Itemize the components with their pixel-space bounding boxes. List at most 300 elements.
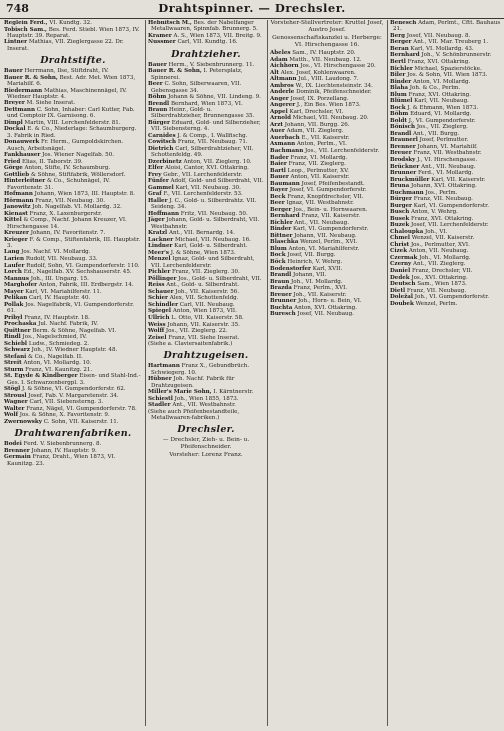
entry-name: Abeles <box>270 50 291 56</box>
entry-name: Buchmann <box>390 189 424 196</box>
directory-entry <box>4 334 142 340</box>
entry-details: J., VI. Gumpendorferstr. <box>408 117 476 124</box>
entry-name: Kratzl <box>148 230 168 237</box>
entry-details: Anton, VI. Mariahilferstr. <box>288 245 360 252</box>
entry-details: Johann, VI. Mariahilf. <box>417 143 478 150</box>
directory-entry <box>270 226 384 232</box>
directory-entry <box>270 279 384 285</box>
entry-name: Cowitsch <box>148 139 177 146</box>
directory-entry <box>390 242 501 248</box>
directory-entry <box>148 178 264 184</box>
entry-name: Baier <box>270 161 287 168</box>
entry-details: Anton, VII. Zieglerg. 10. <box>183 158 252 165</box>
entry-name: Brandl <box>270 272 292 279</box>
entry-details: Ignaz, Gold- und Silberdraht, VII. Lerchenfelderstr. <box>151 256 255 269</box>
entry-name: Bauer <box>148 61 167 68</box>
entry-name: Bodenstorfer <box>270 265 311 272</box>
directory-entry <box>270 187 384 193</box>
entry-name: Stögl <box>4 386 21 393</box>
directory-entry <box>4 159 142 165</box>
entry-name: Blum <box>390 91 407 98</box>
entry-details: I. Petersplatz, Spinnerei. <box>151 68 243 81</box>
directory-entry <box>390 39 501 45</box>
entry-name: Schiestl <box>148 395 173 402</box>
entry-name: St. Egyde & Kindberger <box>4 373 78 380</box>
directory-entry <box>148 243 264 249</box>
directory-entry <box>270 292 384 298</box>
entry-name: Donauwerk <box>4 139 40 146</box>
entry-details-extra: I. Wallfischg. <box>211 132 248 139</box>
entry-name: Böhm <box>390 111 409 118</box>
entry-details: Jos. & Sohn, VII. Wien 1873. <box>407 72 488 79</box>
entry-details: Karl, Gold- u. Silberdraht. <box>174 243 248 250</box>
entry-details: Ant., Gold- u. Silberdraht. <box>166 282 240 289</box>
entry-details: & Co., Nagelfab. II. <box>27 353 83 360</box>
entry-details: Ant., VII. Neubaug. <box>421 163 476 170</box>
directory-entry <box>4 302 142 315</box>
entry-details: Anton, XVI. Ottakring. <box>294 304 357 311</box>
directory-entry <box>270 63 384 69</box>
directory-entry <box>4 399 142 405</box>
directory-entry <box>4 126 142 139</box>
entry-details: Ignaz, VII. Westbahnstr. <box>286 200 354 207</box>
directory-entry <box>390 150 501 156</box>
directory-entry <box>148 376 264 389</box>
directory-entry <box>270 115 384 121</box>
entry-name: Ullrich <box>148 314 170 321</box>
directory-entry <box>390 301 501 307</box>
entry-name: Kramer <box>148 32 172 39</box>
column-4 <box>388 20 503 726</box>
entry-details: Josef, VII. Lerchenfelderstr. <box>411 222 489 229</box>
directory-entry <box>4 406 142 412</box>
entry-details: Heinrich, V. Wehrg. <box>287 259 343 265</box>
entry-details: Anton, Fabrik, III. Erdbergstr. 14. <box>38 282 134 289</box>
entry-details: Josef, VII. Neubaug. 8. <box>406 32 471 39</box>
directory-entry <box>4 100 142 106</box>
entry-details: J. & Comp., <box>177 132 210 139</box>
section-note: Genossenschaftskanzlei u. Herberge: VI. Hirschengasse 16. <box>272 35 382 48</box>
entry-details: Ant., VII. Zieglerg. <box>413 261 466 268</box>
directory-entry <box>390 131 501 137</box>
directory-entry <box>270 89 384 95</box>
entry-name: Lindner <box>148 243 173 250</box>
entry-details: Bes. der Nabelfanger Metallwaaren, Spinnfab. Brunnerg. 5. <box>151 20 258 33</box>
entry-name: Blümel <box>390 98 413 105</box>
entry-details: J. & Söhne, Wien 1873. <box>170 249 236 256</box>
directory-entry <box>390 203 501 209</box>
entry-name: Wolff <box>148 328 165 335</box>
directory-entry <box>390 124 501 130</box>
directory-entry <box>4 347 142 353</box>
directory-entry <box>148 217 264 230</box>
directory-entry <box>4 191 142 197</box>
entry-details: Karl, VI. Gumpendorferstr. <box>413 202 489 209</box>
entry-details: & Comp., Nachf. Johann Kreuzer, VI. Hirschengasse 14. <box>7 217 127 230</box>
entry-details: Ferd., VI. Mollardg. <box>417 170 474 177</box>
entry-name: Mayer <box>4 288 24 295</box>
entry-name: Angerer <box>270 102 296 109</box>
entry-details: Franz, X. Laxenburgerstr. <box>29 210 102 217</box>
entry-name: Dettmann <box>4 106 35 113</box>
entry-name: Dzerbinetz <box>148 158 182 165</box>
entry-details: Wenzel, VII. Kaiserstr. <box>411 235 475 242</box>
entry-details: Joh. & Co., Perlm. <box>409 85 461 92</box>
entry-details: Franz, VII. Westbahnstr. <box>413 150 482 157</box>
entry-name: Auer <box>270 128 285 135</box>
entry-name: Böck <box>270 259 286 265</box>
directory-entry <box>148 335 264 341</box>
entry-details: Eisen- und Stahl-Ind.-Ges. I. Schwarzenbergpl. 3. <box>7 373 141 386</box>
entry-details: C. Sohn, VII. Kaiserstr. 11. <box>43 418 119 425</box>
entry-details: Johann, VII. Neubaug. <box>294 232 357 239</box>
entry-details: Jos., Gold- u. Silberdraht, VII. <box>178 275 262 282</box>
entry-details: Joh. Nachf. Fabrik für Drahtzugeisen. <box>151 376 235 389</box>
directory-entry <box>4 139 142 152</box>
entry-details: Johann, Wien 1873, III. Hauptstr. 8. <box>34 191 135 198</box>
entry-details: Karl, VII. Kaiserstr. <box>431 176 486 183</box>
directory-entry <box>148 185 264 191</box>
directory-entry <box>4 165 142 171</box>
directory-entry <box>4 269 142 275</box>
entry-name: Bodei <box>4 441 22 448</box>
entry-name: Brandl <box>390 130 412 137</box>
entry-name: Busek <box>390 215 410 222</box>
entry-details: Joh., VII. Kaiserstr. <box>293 291 347 298</box>
entry-name: Brazda <box>270 285 292 292</box>
entry-name: Reglein Ferd., <box>4 20 48 26</box>
entry-details: Jos., VII. Zieglerg. 22. <box>165 328 228 335</box>
directory-entry <box>270 50 384 56</box>
entry-name: Dockal <box>4 126 26 133</box>
entry-details: Sam., IV. Hauptstr. 20. <box>292 50 356 56</box>
directory-entry <box>270 161 384 167</box>
directory-entry <box>270 96 384 102</box>
entry-name: Pichler <box>148 269 171 276</box>
directory-entry <box>148 230 264 236</box>
entry-details: M. Siehe Inserat. <box>26 100 76 107</box>
entry-details: Franz, Knopfdrechsler, VII. <box>287 193 364 200</box>
column-3 <box>268 20 386 726</box>
entry-details: Herrmann, Ilse, Stiftdraht, IV. <box>24 68 109 75</box>
directory-entry <box>4 256 142 262</box>
entry-details: Johann, IV. Favoritenstr. 7. <box>30 230 106 237</box>
entry-name: Binder <box>270 226 292 233</box>
entry-name: Dedek <box>390 274 410 281</box>
directory-entry <box>390 79 501 85</box>
entry-details: Fr. Herm., Gumpoldskirchen. Ausch, Arbeitsnägel. <box>7 139 124 152</box>
entry-name: Berger <box>270 206 292 213</box>
directory-entry <box>4 441 142 447</box>
entry-details: Jos., Perlm. <box>425 189 458 196</box>
entry-name: Brendl <box>148 100 170 107</box>
directory-entry <box>390 235 501 241</box>
directory-entry <box>390 164 501 170</box>
entry-details: Johann, VII. Kaiserstr. 35. <box>167 321 240 328</box>
entry-details: Franz, VII. Neubaug. <box>413 196 473 203</box>
directory-entry <box>148 341 264 347</box>
directory-entry <box>390 281 501 287</box>
entry-name: Hebnitsch M., <box>148 20 192 26</box>
directory-entry <box>4 295 142 301</box>
directory-entry <box>148 101 264 107</box>
entry-name: Gottlieb <box>4 171 30 178</box>
entry-details: Joh., VI. Gumpendorferstr. <box>414 294 489 301</box>
directory-entry <box>390 137 501 143</box>
entry-details: Michael, VII. Neubaug. 20. <box>292 115 369 122</box>
directory-entry <box>148 120 264 133</box>
entry-details: Karl, XVII. <box>312 265 343 272</box>
directory-entry <box>270 272 384 278</box>
page-header <box>0 0 504 19</box>
directory-entry <box>148 107 264 120</box>
directory-entry <box>4 211 142 217</box>
entry-details: Jos., Nagelschmied, IV. <box>22 334 87 341</box>
entry-details: Franz, VII. Zieglerg. <box>288 161 346 168</box>
entry-details: Ed., Nagelfab. XV. Sechshauserstr. 45. <box>23 269 132 276</box>
entry-details: Anton, VI. Mollardg. 10. <box>23 360 92 367</box>
entry-details: Anton, Perlm., VI. <box>296 141 347 148</box>
entry-details: Ant., VII. Mar. Treuberg 1. <box>413 39 489 46</box>
directory-entry <box>4 448 142 454</box>
entry-details: Joh., III. Ungarg. 15. <box>30 275 89 282</box>
section-note: Vorsteher-Stellvertreter: Kruttel Josef, Austro Josef. <box>270 20 384 33</box>
entry-details: Gebr., VII. Lerchenfelderstr. <box>163 171 243 178</box>
entry-details: Aloisi, Cantor, XVI. Ottakring. <box>164 165 249 172</box>
entry-name: Krieger <box>4 236 28 243</box>
entry-details: Joh., Wien 1855, 1873. <box>174 395 239 402</box>
entry-name: Benesch <box>390 20 417 26</box>
directory-entry <box>4 120 142 126</box>
entry-name: Czermak <box>390 254 418 261</box>
entry-name: Laufer <box>4 262 25 269</box>
directory-entry <box>270 122 384 128</box>
entry-name: Brunner <box>270 298 297 305</box>
directory-entry <box>390 85 501 91</box>
entry-name: Nussmer <box>148 39 176 46</box>
directory-entry <box>4 230 142 236</box>
directory-entry <box>4 454 142 467</box>
directory-entry <box>148 94 264 100</box>
directory-entry <box>148 363 264 376</box>
entry-name: Böhm <box>148 94 167 101</box>
entry-name: Busch <box>390 209 410 216</box>
directory-entry <box>148 68 264 81</box>
directory-entry <box>4 360 142 366</box>
entry-details: Franz, VII. Neubaug. 30. <box>35 197 105 204</box>
entry-name: Wolf <box>4 412 18 419</box>
entry-name: Pribyl <box>4 314 23 321</box>
directory-entry <box>390 46 501 52</box>
directory-entry <box>390 98 501 104</box>
entry-name: Altmann <box>270 76 297 83</box>
entry-details: Joh., IV. Wiedner Hauptstr. 48. <box>31 347 118 354</box>
entry-details: Wenzel, Perlm., XVI. <box>300 239 358 246</box>
entry-details: Franz, VII. Siehe Inserat. <box>168 334 240 341</box>
entry-name: Streit <box>4 360 22 367</box>
entry-details: Karl, VI. Gumpendorferstr. <box>292 226 369 233</box>
entry-name: Breuer <box>270 291 292 298</box>
directory-entry <box>270 128 384 134</box>
entry-details: Eduard, VI. Mollardg. <box>410 111 472 118</box>
entry-name: Braun <box>270 278 290 285</box>
entry-name: Weiss <box>148 321 166 328</box>
directory-entry <box>390 52 501 58</box>
entry-details: Josef, Fab. V. Margaretenstr. 34. <box>28 392 119 399</box>
directory-entry <box>390 183 501 189</box>
entry-details: Jos. & Söhne, X. Favoritenstr. 9. <box>19 412 110 419</box>
directory-entry <box>390 261 501 267</box>
entry-name: Zeisel <box>148 334 167 341</box>
entry-details: Karl, Drechsler, VI. <box>289 108 344 115</box>
entry-name: Pollak <box>4 301 24 308</box>
entry-name: Tobisch Sam., <box>4 26 47 33</box>
entry-name: Bauer R. & Sohn, <box>4 74 58 81</box>
entry-details: Elias, II. Taborstr. 39. <box>22 158 83 165</box>
directory-entry <box>270 70 384 76</box>
entry-details: Jos. Nagelfabrik, VI. Gumpendorferstr. 61. <box>7 301 134 315</box>
directory-entry <box>270 207 384 213</box>
directory-entry <box>390 33 501 39</box>
entry-details: Fritz, VII. Neubaug. 50. <box>180 210 248 217</box>
entry-name: Bernhard <box>270 213 300 220</box>
directory-entry <box>270 252 384 258</box>
entry-details: F., VII. Lerchenfelderstr. 53. <box>163 191 243 198</box>
entry-name: Adam <box>270 56 288 63</box>
entry-name: Breyer <box>4 100 25 107</box>
entry-name: Bittner <box>270 232 293 239</box>
entry-details-extra: Stiftenfabrik, III. Hauptstr. 3. <box>7 236 141 249</box>
entry-details: Franz, VI. Kaunitzg. 21. <box>25 366 93 373</box>
entry-details: Franz, Drechsler, VII. <box>411 268 473 274</box>
entry-details: & Söhne, Stiftfabrik, Wöllersdorf. <box>30 171 126 178</box>
directory-entry <box>270 57 384 63</box>
entry-name: Marghofer <box>4 282 38 289</box>
entry-details: Matth., VII. Neubaug. 12. <box>289 56 362 63</box>
entry-name: Boldt <box>390 117 407 124</box>
entry-name: Bruna <box>390 183 410 190</box>
entry-details: Carl, IV. Hauptstr. 40. <box>29 295 91 302</box>
entry-name: Schier <box>148 295 168 302</box>
column-2 <box>146 20 266 726</box>
entry-name: Larien <box>4 256 25 262</box>
entry-details: VI. Kundtg. 32. <box>49 20 92 26</box>
entry-name: Bertl <box>390 59 406 65</box>
directory-entry <box>4 263 142 269</box>
entry-name: Bock <box>270 252 286 259</box>
entry-name: Burger <box>390 202 412 209</box>
entry-name: Braun <box>148 107 168 114</box>
entry-details: F. & Comp., <box>29 236 63 243</box>
entry-name: Deutsch <box>390 281 416 288</box>
directory-entry <box>390 72 501 78</box>
entry-name: Lintner <box>4 39 28 46</box>
directory-entry <box>148 198 264 211</box>
directory-entry <box>390 255 501 261</box>
entry-details: J. & Ehmann, Wien 1873. <box>407 104 479 111</box>
entry-name: Biler <box>390 72 406 79</box>
directory-entry <box>4 75 142 88</box>
entry-name: Buzek <box>390 222 410 229</box>
directory-entry <box>148 81 264 94</box>
entry-name: Biedermann <box>4 87 43 94</box>
entry-name: Frey <box>148 171 162 178</box>
entry-details: Michael, Spazierstöcke. <box>414 65 482 72</box>
entry-name: Lackner <box>148 236 174 243</box>
entry-details: Karl, VI. Mariahilferstr. 11. <box>25 288 102 295</box>
entry-name: Binder <box>390 78 412 85</box>
directory-entry <box>390 248 501 254</box>
directory-entry <box>4 237 142 250</box>
directory-entry <box>148 302 264 308</box>
entry-details: E., VII. Kaiserstr. <box>301 134 350 141</box>
entry-details: Anton, Wien 1873, VII. <box>172 308 237 315</box>
entry-name: Pöllinger <box>148 275 177 282</box>
entry-details: Joh., VI. <box>424 228 448 235</box>
entry-name: Daniel <box>390 268 411 274</box>
directory-entry <box>4 321 142 327</box>
directory-entry <box>270 181 384 187</box>
directory-entry <box>148 256 264 269</box>
entry-details: Adam, Perlmt., Cftt. Bauhaus 21. <box>393 20 501 33</box>
directory-entry <box>148 250 264 256</box>
entry-name: Carnides <box>148 132 176 139</box>
directory-entry <box>270 246 384 252</box>
entry-details: Anton, Stifte, IV. Schaumburg. <box>24 165 111 172</box>
entry-name: Schauer <box>148 288 174 295</box>
entry-name: Fried <box>4 158 21 165</box>
directory-entry <box>270 109 384 115</box>
directory-entry <box>4 20 142 26</box>
entry-details: Joh., VI. Mollardg. <box>419 254 471 261</box>
entry-details: Johann, IV. Hauptstr. 9. <box>31 447 97 454</box>
entry-name: Bartl <box>270 167 286 174</box>
directory-entry <box>270 285 384 291</box>
entry-name: Hoffmann <box>148 210 180 217</box>
entry-details: Herm., V. Siebenbrunnerg. 11. <box>168 61 255 68</box>
entry-details: Wenzel, Perlm. <box>415 300 458 307</box>
directory-entry <box>4 419 142 425</box>
entry-name: Bader <box>270 154 289 161</box>
entry-name: Cizek <box>390 248 408 255</box>
directory-entry <box>390 177 501 183</box>
directory-entry <box>390 196 501 202</box>
entry-name: Bönisch <box>390 124 416 131</box>
directory-entry <box>390 157 501 163</box>
entry-name: Blaschka <box>270 239 299 246</box>
entry-details: Rudolf, VII. Neubaug. 33. <box>25 256 98 262</box>
entry-name: Hartmann <box>148 363 180 370</box>
entry-name: Stefani <box>4 353 27 360</box>
entry-name: Brenner <box>390 143 416 150</box>
entry-details: Alex, VII. Schottenfeldg. <box>169 295 239 302</box>
entry-name: Berger <box>390 39 412 46</box>
entry-details: Martin, VIII. Lerchenfelderstr. 81. <box>24 119 121 126</box>
entry-name: Kreuzer <box>4 230 29 237</box>
entry-name: Bichler <box>270 219 293 226</box>
entry-details: Jos., Bein- u. Hornwaaren. <box>293 206 368 213</box>
entry-details: L. Otto, VII. Kaiserstr. 58. <box>171 314 244 321</box>
entry-name: Kittel <box>4 217 22 224</box>
directory-entry <box>270 141 384 147</box>
directory-entry <box>4 249 142 255</box>
entry-name: Aichhorn <box>270 63 299 70</box>
entry-name: Quittner <box>4 327 31 334</box>
entry-details: Joh., Horn- u. Bein, VI. <box>297 298 362 305</box>
entry-details: Franz, VII. Kaiserstr. <box>301 213 361 220</box>
entry-name: Hübner <box>148 376 172 383</box>
entry-name: Buchta <box>270 304 293 311</box>
